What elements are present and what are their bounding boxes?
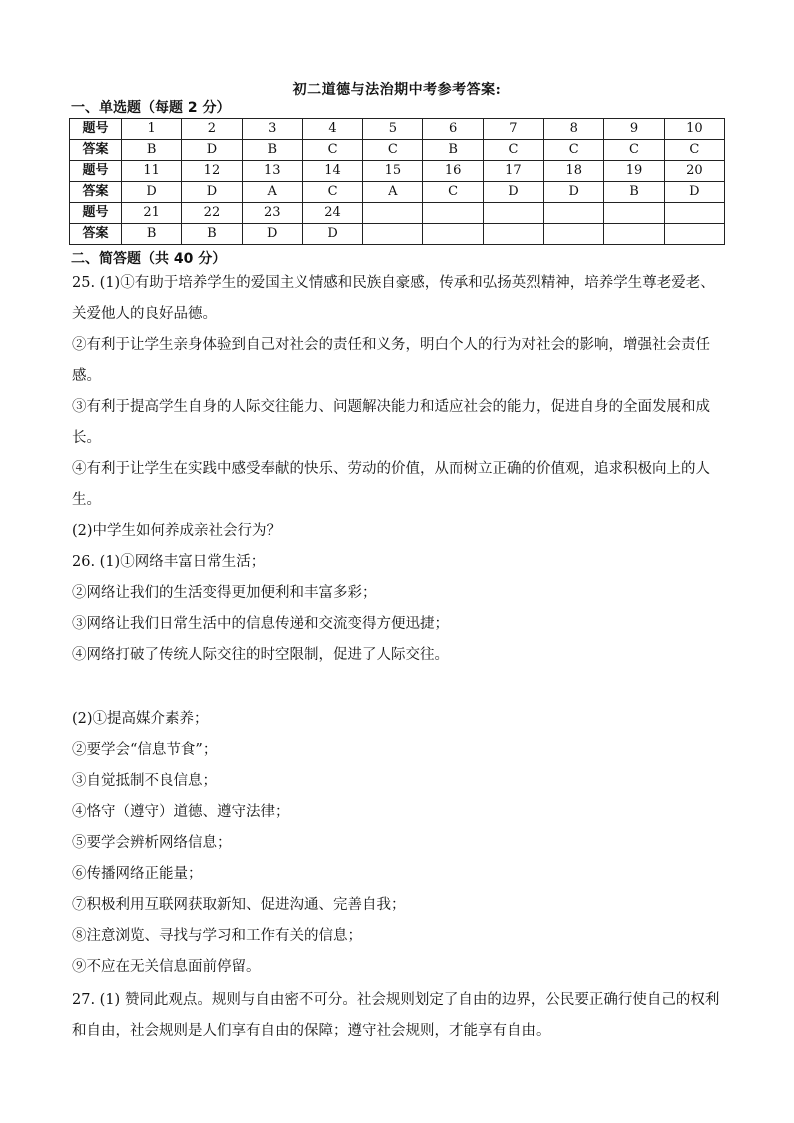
answer-table-cell: B [604, 182, 664, 203]
q25-part1-point3: ③有利于提高学生自身的人际交往能力、问题解决能力和适应社会的能力，促进自身的全面发展和成长。 [72, 399, 710, 446]
answer-table-cell: 2 [182, 119, 242, 140]
answer-table-cell [483, 224, 543, 245]
answer-table-cell: D [182, 182, 242, 203]
q26-part1-point2: ②网络让我们的生活变得更加便利和丰富多彩； [72, 585, 377, 601]
answer-table-cell: 19 [604, 161, 664, 182]
answer-table-row [70, 119, 725, 140]
answer-table-cell: C [664, 140, 724, 161]
answer-table-cell: A [363, 182, 423, 203]
answer-table-row-label: 答案 [70, 140, 122, 161]
answer-table-cell: D [242, 224, 302, 245]
q27-part1: 27. (1) 赞同此观点。规则与自由密不可分。社会规则划定了自由的边界，公民要正确行使自己的权利和自由，社会规则是人们享有自由的保障；遵守社会规则，才能享有自由。 [72, 992, 720, 1039]
answer-table-cell: 21 [122, 203, 182, 224]
answer-table-cell: 6 [423, 119, 483, 140]
q26-part2-point5: ⑤要学会辨析网络信息； [72, 835, 232, 851]
answer-table-row [70, 224, 725, 245]
section-heading-multiple-choice: 一、单选题（每题 2 分） [71, 100, 231, 116]
answer-table-cell [664, 224, 724, 245]
answer-table-cell: 11 [122, 161, 182, 182]
q26-part2-point8: ⑧注意浏览、寻找与学习和工作有关的信息； [72, 928, 362, 944]
answer-table-row [70, 182, 725, 203]
question-27-block [72, 985, 724, 1047]
q25-part1-point2: ②有利于让学生亲身体验到自己对社会的责任和义务，明白个人的行为对社会的影响，增强社会责任感。 [72, 337, 710, 384]
answer-table-cell: C [483, 140, 543, 161]
answer-table-cell: 4 [302, 119, 362, 140]
answer-table-cell [363, 203, 423, 224]
answer-table-cell: 18 [544, 161, 604, 182]
answer-table-cell: C [423, 182, 483, 203]
answer-table-cell: 16 [423, 161, 483, 182]
answer-table-cell: 17 [483, 161, 543, 182]
answer-table-row-label: 答案 [70, 182, 122, 203]
q26-part1-point1: 26. (1)①网络丰富日常生活； [72, 554, 266, 570]
answer-table-cell: C [302, 140, 362, 161]
answer-table-cell: B [182, 224, 242, 245]
section-heading-short-answer: 二、简答题（共 40 分） [71, 251, 227, 267]
answer-table-cell: 8 [544, 119, 604, 140]
answer-table-cell: 22 [182, 203, 242, 224]
answer-table-cell [363, 224, 423, 245]
q26-part2-point3: ③自觉抵制不良信息； [72, 773, 217, 789]
q25-part2: (2)中学生如何养成亲社会行为？ [72, 523, 282, 539]
question-26-part1-block [72, 547, 724, 671]
answer-table-cell: 5 [363, 119, 423, 140]
answer-table-cell: C [604, 140, 664, 161]
answer-table-cell: 23 [242, 203, 302, 224]
answer-table-row-label: 题号 [70, 203, 122, 224]
answer-table-row [70, 161, 725, 182]
answer-table-cell: A [242, 182, 302, 203]
q26-part1-point3: ③网络让我们日常生活中的信息传递和交流变得方便迅捷； [72, 616, 449, 632]
answer-table-cell: 20 [664, 161, 724, 182]
answer-table-row-label: 题号 [70, 161, 122, 182]
answer-table-cell: 24 [302, 203, 362, 224]
question-26-part2-block [72, 704, 724, 983]
q26-part2-point7: ⑦积极利用互联网获取新知、促进沟通、完善自我； [72, 897, 406, 913]
answer-table-cell: 7 [483, 119, 543, 140]
answer-table-cell: B [242, 140, 302, 161]
answer-table-cell: 14 [302, 161, 362, 182]
q25-part1-point4: ④有利于让学生在实践中感受奉献的快乐、劳动的价值，从而树立正确的价值观，追求积极向上的人生。 [72, 461, 710, 508]
answer-table-cell [544, 203, 604, 224]
answer-table-cell [664, 203, 724, 224]
answer-table-cell: 9 [604, 119, 664, 140]
question-25-block [72, 268, 724, 547]
answer-table [69, 118, 725, 245]
document-title: 初二道德与法治期中考参考答案: [292, 82, 502, 98]
answer-table-row-label: 题号 [70, 119, 122, 140]
answer-table-row [70, 203, 725, 224]
answer-table-cell: 10 [664, 119, 724, 140]
q26-part2-point2: ②要学会“信息节食”； [72, 742, 218, 758]
answer-table-cell: D [483, 182, 543, 203]
answer-table-cell: D [182, 140, 242, 161]
answer-table-cell: 1 [122, 119, 182, 140]
q26-part1-point4: ④网络打破了传统人际交往的时空限制，促进了人际交往。 [72, 647, 449, 663]
answer-table-cell: 12 [182, 161, 242, 182]
answer-table-cell [544, 224, 604, 245]
answer-table-cell: D [302, 224, 362, 245]
answer-table-cell: C [544, 140, 604, 161]
answer-table-cell [423, 224, 483, 245]
q26-part2-point1: (2)①提高媒介素养； [72, 711, 209, 727]
answer-table-cell [423, 203, 483, 224]
q26-part2-point6: ⑥传播网络正能量； [72, 866, 203, 882]
answer-table-cell [483, 203, 543, 224]
q25-part1-point1: 25. (1)①有助于培养学生的爱国主义情感和民族自豪感，传承和弘扬英烈精神，培养学生尊老爱老、关爱他人的良好品德。 [72, 275, 715, 322]
answer-table-cell: C [302, 182, 362, 203]
answer-table-cell: B [122, 224, 182, 245]
answer-table-cell: C [363, 140, 423, 161]
answer-table-cell: 3 [242, 119, 302, 140]
answer-table-cell: 13 [242, 161, 302, 182]
answer-table-cell: D [544, 182, 604, 203]
answer-table-row-label: 答案 [70, 224, 122, 245]
answer-table-cell [604, 203, 664, 224]
q26-part2-point9: ⑨不应在无关信息面前停留。 [72, 959, 261, 975]
answer-table-row [70, 140, 725, 161]
answer-table-cell [604, 224, 664, 245]
answer-table-cell: B [423, 140, 483, 161]
answer-table-cell: 15 [363, 161, 423, 182]
q26-part2-point4: ④恪守（遵守）道德、遵守法律； [72, 804, 290, 820]
answer-table-cell: D [122, 182, 182, 203]
answer-table-cell: B [122, 140, 182, 161]
answer-table-cell: D [664, 182, 724, 203]
